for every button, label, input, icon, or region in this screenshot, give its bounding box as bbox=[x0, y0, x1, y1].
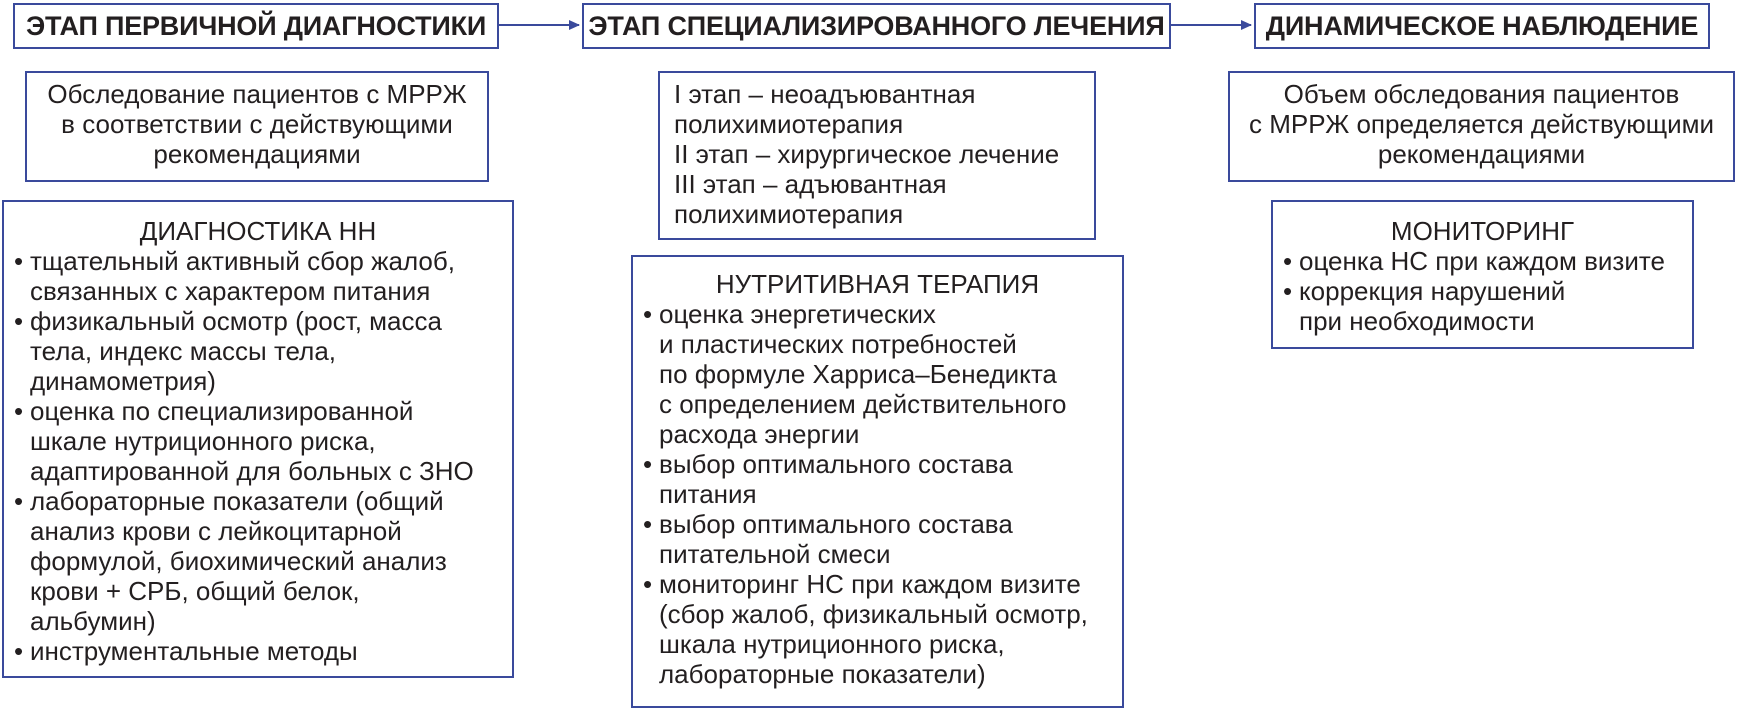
diagnostics-item: • тщательный активный сбор жалоб, связанных с характером питания bbox=[14, 246, 502, 306]
followup-description-box bbox=[1228, 71, 1735, 182]
diagnostics-list bbox=[14, 246, 502, 666]
monitoring-item: • коррекция нарушений при необходимости bbox=[1283, 276, 1682, 336]
diagnostics-item: • лабораторные показатели (общий анализ крови с лейкоцитарной формулой, биохимический анализ крови + СРБ, общий белок, альбумин) bbox=[14, 486, 502, 636]
treatment-phase: I этап – неоадъювантная полихимиотерапия bbox=[674, 79, 976, 139]
nutrition-therapy-title: НУТРИТИВНАЯ ТЕРАПИЯ bbox=[715, 269, 1040, 299]
primary-description-box bbox=[25, 71, 489, 182]
stage-header-primary bbox=[13, 3, 499, 49]
stage-header-treatment bbox=[582, 3, 1171, 49]
treatment-phase: II этап – хирургическое лечение bbox=[674, 139, 1060, 169]
stage-header-treatment-label: ЭТАП СПЕЦИАЛИЗИРОВАННОГО ЛЕЧЕНИЯ bbox=[588, 10, 1165, 41]
nutrition-therapy-item: • выбор оптимального состава питательной смеси bbox=[643, 509, 1112, 569]
diagnostics-title: ДИАГНОСТИКА НН bbox=[139, 216, 377, 246]
treatment-phase: III этап – адъювантная полихимиотерапия bbox=[674, 169, 947, 229]
primary-description-text: Обследование пациентов с МРРЖ в соответствии с действующими рекомендациями bbox=[47, 79, 467, 169]
stage-header-followup bbox=[1254, 3, 1710, 49]
diagnostics-box bbox=[2, 200, 514, 678]
monitoring-title: МОНИТОРИНГ bbox=[1390, 216, 1575, 246]
nutrition-therapy-list bbox=[643, 299, 1112, 689]
treatment-phases-box bbox=[658, 71, 1096, 240]
nutrition-therapy-box bbox=[631, 255, 1124, 708]
monitoring-list bbox=[1283, 246, 1682, 336]
stage-header-primary-label: ЭТАП ПЕРВИЧНОЙ ДИАГНОСТИКИ bbox=[25, 10, 487, 41]
diagnostics-item: • оценка по специализированной шкале нутриционного риска, адаптированной для больных с ЗНО bbox=[14, 396, 502, 486]
diagnostics-item: • инструментальные методы bbox=[14, 636, 502, 666]
stage-header-followup-label: ДИНАМИЧЕСКОЕ НАБЛЮДЕНИЕ bbox=[1265, 10, 1699, 41]
diagnostics-item: • физикальный осмотр (рост, масса тела, индекс массы тела, динамометрия) bbox=[14, 306, 502, 396]
monitoring-box bbox=[1271, 200, 1694, 349]
monitoring-item: • оценка НС при каждом визите bbox=[1283, 246, 1682, 276]
nutrition-therapy-item: • мониторинг НС при каждом визите (сбор жалоб, физикальный осмотр, шкала нутриционного риска, лабораторные показатели) bbox=[643, 569, 1112, 689]
followup-description-text: Объем обследования пациентов с МРРЖ определяется действующими рекомендациями bbox=[1248, 79, 1715, 169]
nutrition-therapy-item: • выбор оптимального состава питания bbox=[643, 449, 1112, 509]
nutrition-therapy-item: • оценка энергетических и пластических потребностей по формуле Харриса–Бенедикта с определением действительного расхода энергии bbox=[643, 299, 1112, 449]
